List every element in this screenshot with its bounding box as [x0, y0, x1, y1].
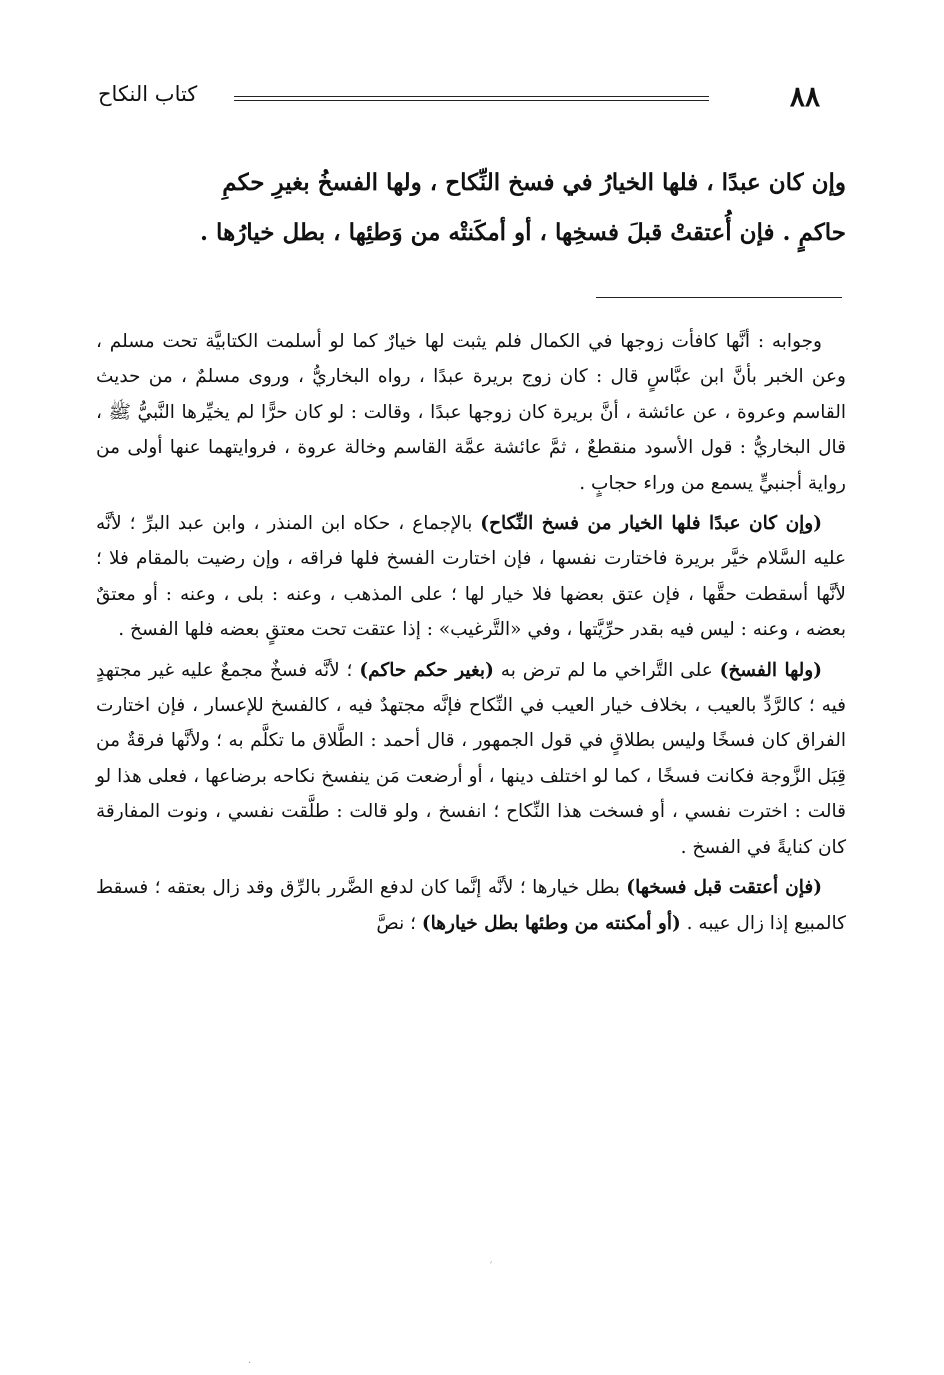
quote-close: )	[480, 513, 490, 535]
header-rule	[234, 96, 709, 97]
matn-line: وإن كان عبدًا ، فلها الخيارُ في فسخ النِّكاح ، ولها الفسخُ بغيرِ حكمِ	[222, 169, 846, 196]
quoted-matn: وإن كان عبدًا فلها الخيار من فسخ النِّكاح	[489, 513, 814, 535]
commentary-paragraph	[96, 870, 846, 941]
scan-speck: ·	[248, 1358, 252, 1369]
commentary-paragraph	[96, 506, 846, 648]
footnote-divider	[596, 297, 842, 298]
paragraph-text: بالإجماع ، حكاه ابن المنذر ، وابن عبد البرِّ ؛ لأنَّه عليه السَّلام خيَّر بريرة فاختارت نفسها ، فإن اختارت الفسخ فلها فراقه ، وإن رضيت بالمقام فلا ؛ لأنَّها أسقطت حقَّها ، فإن عتق بعضها فلا خيار لها ؛ على المذهب ، وعنه : بلى ، وعنه : أو معتقٌ بعضه ، وعنه : ليس فيه بقدر حرِّيَّتها ، وفي «التَّرغيب» : إذا عتقت تحت معتقٍ بعضه فلها الفسخ .	[96, 513, 846, 641]
page-number: ٨٨	[789, 80, 820, 113]
matn-line: حاكمٍ . فإن أُعتقتْ قبلَ فسخِها ، أو أمكَنتْه من وَطئِها ، بطل خيارُها .	[200, 219, 846, 246]
quote-open: (	[813, 513, 822, 535]
commentary-paragraph	[96, 653, 846, 865]
paragraph-text: ؛ لأنَّه فسخٌ مجمعٌ عليه غير مجتهدٍ فيه ؛ كالرَّدِّ بالعيب ، بخلاف خيار العيب في النِّكاح فإنَّه مجتهدٌ فيه ، كالفسخ للإعسار ، فإن اختارت الفراق كان فسخًا وليس بطلاقٍ في قول الجمهور ، قال أحمد : الطَّلاق ما تكلَّم به ؛ ولأنَّها فرقةٌ من قِبَل الزَّوجة فكانت فسخًا ، كما لو اختلف دينها ، أو أرضعت مَن ينفسخ نكاحه برضاعها ، فعلى هذا لو قالت : اخترت نفسي ، أو فسخت هذا النِّكاح ؛ انفسخ ، ولو قالت : طلَّقت نفسي ، ونوت المفارقة كان كنايةً في الفسخ .	[96, 659, 846, 858]
matn-text	[96, 158, 846, 258]
quote-open: (	[485, 659, 494, 681]
quote-close: )	[359, 659, 369, 681]
quote-open: (	[672, 912, 681, 934]
paragraph-text: وجوابه : أنَّها كافأت زوجها في الكمال فلم يثبت لها خيارٌ كما لو أسلمت الكتابيَّة تحت مسلم ، وعن الخبر بأنَّ ابن عبَّاسٍ قال : كان زوج بريرة عبدًا ، رواه البخاريُّ ، وروى مسلمٌ ، من حديث القاسم وعروة ، عن عائشة ، أنَّ بريرة كان زوجها عبدًا ، وقالت : لو كان حرًّا لم يخيِّرها النَّبيُّ ﷺ ، قال البخاريُّ : قول الأسود منقطعٌ ، ثمَّ عائشة عمَّة القاسم وخالة عروة ، فروايتهما عنها أولى من رواية أجنبيٍّ يسمع من وراء حجابٍ .	[96, 331, 846, 494]
quote-close: )	[421, 912, 431, 934]
paragraph-text: على التَّراخي ما لم ترض به	[493, 659, 720, 681]
quoted-matn: فإن أعتقت قبل فسخها	[635, 877, 814, 899]
header-rule	[234, 100, 709, 101]
commentary-paragraph	[96, 324, 846, 501]
quoted-matn: أو أمكنته من وطئها بطل خيارها	[430, 912, 672, 934]
paragraph-text: ؛ نصَّ	[376, 912, 422, 934]
quoted-matn: بغير حكم حاكم	[368, 659, 486, 681]
commentary-text	[96, 324, 846, 946]
running-title: كتاب النكاح	[98, 82, 198, 106]
paragraph-text: بطل خيارها ؛ لأنَّه إنَّما كان لدفع الضَّرر بالرِّق وقد زال بعتقه ؛ فسقط كالمبيع إذا زال عيبه .	[96, 877, 846, 934]
quote-open: (	[813, 659, 822, 681]
scan-speck: ˊ	[488, 1262, 493, 1273]
quoted-matn: ولها الفسخ	[728, 659, 814, 681]
quote-close: )	[719, 659, 729, 681]
page-header	[96, 78, 848, 118]
quote-open: (	[813, 877, 822, 899]
quote-close: )	[626, 877, 636, 899]
